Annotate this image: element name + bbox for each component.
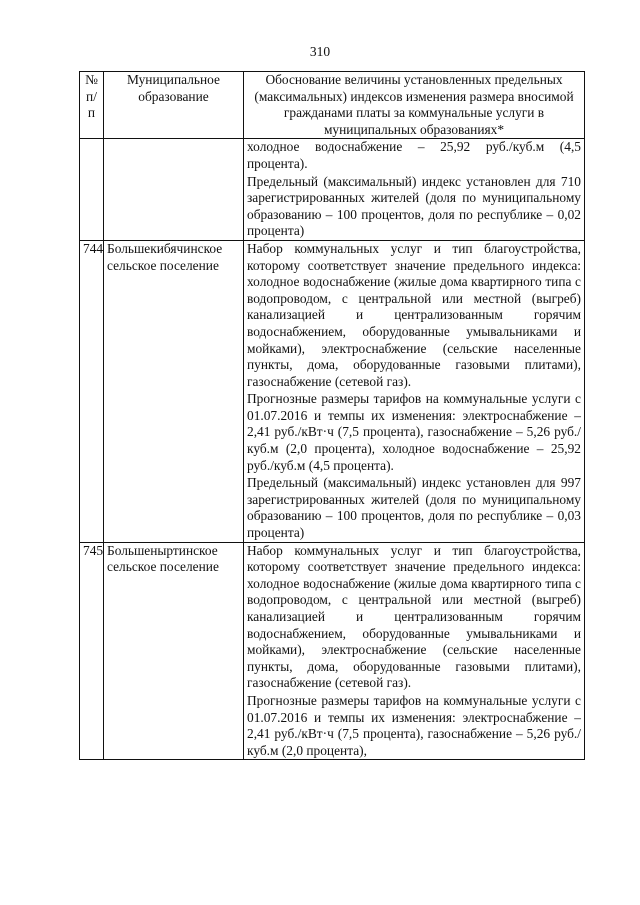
table-row: [80, 542, 585, 760]
row-description: [244, 240, 585, 542]
row-municipality: Большеныртинское сельское поселение: [104, 542, 244, 760]
header-description: Обоснование величины установленных предельных (максимальных) индексов изменения размера вносимой гражданами платы за коммунальные услуги в муниципальных образованиях*: [244, 72, 585, 139]
row-municipality: Большекибячинское сельское поселение: [104, 240, 244, 542]
table-row: [80, 139, 585, 241]
description-paragraph: Предельный (максимальный) индекс установлен для 997 зарегистрированных жителей (доля по муниципальному образованию – 100 процентов, доля по республике – 0,03 процента): [247, 475, 581, 541]
description-paragraph: холодное водоснабжение – 25,92 руб./куб.м (4,5 процента).: [247, 139, 581, 171]
page-number: 310: [309, 44, 331, 59]
description-paragraph: Прогнозные размеры тарифов на коммунальные услуги с 01.07.2016 и темпы их изменения: электроснабжение – 2,41 руб./кВт·ч (7,5 процента), газоснабжение – 5,26 руб./куб.м (2,0 процента),: [247, 692, 581, 758]
header-number: № п/п: [80, 72, 104, 139]
row-description: [244, 139, 585, 241]
row-number: 745: [80, 542, 104, 760]
description-paragraph: Предельный (максимальный) индекс установлен для 710 зарегистрированных жителей (доля по муниципальному образованию – 100 процентов, доля по республике – 0,02 процента): [247, 173, 581, 239]
header-municipality: Муниципальное образование: [104, 72, 244, 139]
description-paragraph: Набор коммунальных услуг и тип благоустройства, которому соответствует значение предельного индекса: холодное водоснабжение (жилые дома квартирного типа с водопроводом, с центральной или местной (выгреб) канализацией и централизованным горячим водоснабжением, оборудованные умывальниками и мойками), электроснабжение (сельские населенные пункты, дома, оборудованные газовыми плитами), газоснабжение (сетевой газ).: [247, 240, 581, 389]
row-number: 744: [80, 240, 104, 542]
table-row: [80, 240, 585, 542]
description-paragraph: Прогнозные размеры тарифов на коммунальные услуги с 01.07.2016 и темпы их изменения: электроснабжение – 2,41 руб./кВт·ч (7,5 процента), газоснабжение – 5,26 руб./куб.м (2,0 процента), холодное водоснабжение – 25,92 руб./куб.м (4,5 процента).: [247, 391, 581, 473]
row-municipality: [104, 139, 244, 241]
table-header-row: [80, 72, 585, 139]
description-paragraph: Набор коммунальных услуг и тип благоустройства, которому соответствует значение предельного индекса: холодное водоснабжение (жилые дома квартирного типа с водопроводом, с центральной или местной (выгреб) канализацией и централизованным горячим водоснабжением, оборудованные умывальниками и мойками), электроснабжение (сельские населенные пункты, дома, оборудованные газовыми плитами), газоснабжение (сетевой газ).: [247, 542, 581, 691]
row-description: [244, 542, 585, 760]
row-number: [80, 139, 104, 241]
tariff-index-table: [79, 71, 585, 760]
